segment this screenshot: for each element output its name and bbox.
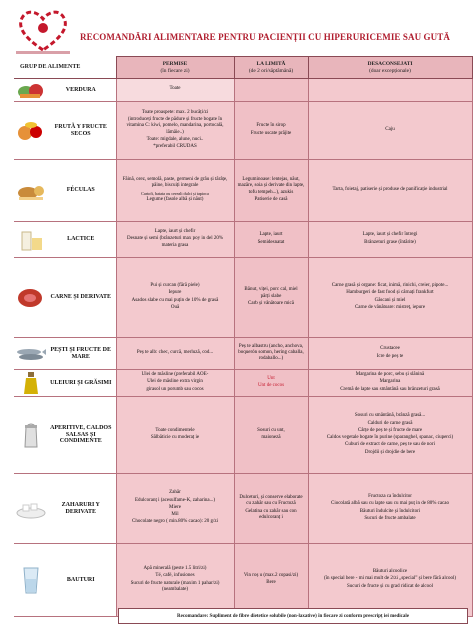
food-table — [14, 56, 473, 617]
limita-cell-line: Sosuri cu unt, — [257, 427, 285, 433]
limita-cell — [234, 397, 308, 474]
permise-cell — [116, 338, 234, 370]
limita-cell — [234, 258, 308, 338]
permise-cell — [116, 370, 234, 397]
permise-cell-line: Edulcoranț i (acesulfame-K, zaharina...) — [134, 497, 216, 503]
desaconsejati-cell-line: Caju — [385, 126, 395, 132]
limita-cell — [234, 370, 308, 397]
permise-cell — [116, 160, 234, 222]
table-row — [14, 338, 472, 370]
permise-cell — [116, 258, 234, 338]
desaconsejati-cell-line: Carne grasă și organe: ficat, inimă, rinichi, creier, pipote... — [331, 283, 449, 288]
limita-cell-line: Semidesnatat — [257, 239, 285, 245]
food-group-cell — [14, 102, 116, 160]
desaconsejati-cell-line: Sucuri de fructe ambalate — [364, 515, 416, 521]
permise-cell-line: *preferabil CRUDAS — [153, 144, 197, 149]
permise-cell-line: Toate: migdale, alune, nuci.. — [146, 136, 204, 142]
desaconsejati-cell-line: Carne de vânătoare: mistreț, iepure — [354, 304, 426, 310]
permise-subtitle: (în fiecare zi) — [160, 67, 190, 74]
limita-cell — [234, 338, 308, 370]
table-row — [14, 258, 472, 338]
salt-shaker-icon — [14, 421, 48, 449]
fruits-icon — [14, 119, 48, 143]
meat-icon — [14, 284, 48, 312]
permise-cell-line: Mil — [171, 512, 179, 518]
limita-cell-line: maioneză — [261, 435, 281, 440]
permise-cell — [116, 222, 234, 258]
desaconsejati-cell-line: Margarina de porc, sebu și slănină — [355, 372, 425, 378]
limita-cell-line: Unt de cocos — [257, 383, 285, 388]
limita-cell — [234, 79, 308, 102]
sugar-icon — [14, 499, 48, 519]
fish-icon — [14, 345, 48, 363]
desaconsejati-cell-line: (în special bere - mi mai mult de 2/zi „special” și bere fără alcool) — [323, 576, 457, 582]
limita-cell-line: Lapte, iaurt — [259, 232, 283, 238]
desaconsejati-cell-line: Fructoza ca îndulcitor — [368, 494, 412, 499]
food-group-name: LACTICE — [67, 236, 95, 243]
vegetables-icon — [14, 80, 48, 100]
table-row — [14, 79, 472, 102]
desaconsejati-cell — [308, 397, 472, 474]
permise-cell-line: Făină, orez, semolă, paste, germeni de grâu și tărâțe, pâine, biscuiți integrale — [122, 177, 228, 189]
desaconsejati-cell-line: Sosuri cu smântână, brânză grasă... — [354, 413, 426, 419]
limita-cell-line: Fructe în sirop — [256, 123, 286, 129]
permise-cell-line: Toate — [169, 86, 181, 92]
desaconsejati-cell-line: Ciocolată albă sau cu lapte sau cu mai puț in de 80% cacao — [330, 501, 449, 507]
desaconsejati-cell-line: Brânzeturi grase (întărite) — [364, 239, 416, 245]
permise-cell-line: Té, café, infusiones — [155, 573, 195, 579]
desaconsejati-header — [308, 57, 472, 79]
desaconsejati-cell-line: Cârțe de peș te și fructe de mare — [357, 427, 423, 433]
desaconsejati-cell — [308, 102, 472, 160]
table-row — [14, 160, 472, 222]
limita-title: LA LIMITĂ — [256, 60, 286, 67]
food-group-cell — [14, 474, 116, 544]
heart-logo-icon — [12, 4, 74, 56]
table-row — [14, 222, 472, 258]
desaconsejati-cell-line: Cremă de lapte sau smântână sau brânzeturi grasă — [340, 386, 440, 392]
food-group-name: ULEIURI ȘI GRĂSIMI — [50, 379, 112, 386]
desaconsejati-title: DESACONSEJATI — [367, 60, 413, 67]
permise-cell — [116, 474, 234, 544]
food-group-name: BAUTURI — [66, 576, 95, 583]
food-group-cell — [14, 397, 116, 474]
permise-cell-line: Lapte, iaurt și chefir — [154, 229, 196, 235]
water-glass-icon — [14, 565, 48, 595]
food-group-cell — [14, 160, 116, 222]
food-group-name: PEȘTI ȘI FRUCTE DE MARE — [50, 346, 111, 360]
food-group-name: VERDURA — [65, 86, 96, 93]
permise-cell-line: Ouă — [170, 304, 180, 310]
food-group-name: APERITIVE, CALDOS SALSAS ȘI CONDIMENTE — [50, 424, 112, 445]
desaconsejati-cell — [308, 222, 472, 258]
desaconsejati-cell-line: Găscani și miel — [374, 297, 406, 303]
permise-cell — [116, 79, 234, 102]
page-title: RECOMANDĂRI ALIMENTARE PENTRU PACIENȚII CU HIPERURICEMIE SAU GUTĂ — [80, 32, 450, 42]
limita-cell-line: Peș te albastru (ancho, anchova, boquerón somon, hering caballa, rodaballo...) — [238, 343, 304, 362]
permise-cell-line: Ulei de măsline (preferabil AOE- — [141, 372, 209, 378]
desaconsejati-cell — [308, 544, 472, 617]
desaconsejati-cell-line: Caldos vegetale bogate în purine (sparanghel, spanac, ciuperci) — [326, 435, 454, 440]
permise-cell-line: Apă minerală (peste 1.5 litri/zi) — [143, 566, 207, 571]
desaconsejati-cell-line: Drojdii și drojdie de bere — [364, 449, 416, 455]
permise-cell-line: Sucuri de fructe naturale (maxim 1 pahar/zi) (neambalate) — [130, 580, 220, 592]
permise-cell-line: Zahăr — [169, 490, 181, 496]
permise-cell — [116, 397, 234, 474]
permise-cell-line: Peș te alb: chec, curcă, merluză, cod... — [136, 349, 214, 355]
permise-cell-line: Chocolate negro ( min.80% cacao): 20 g/zi — [132, 519, 218, 525]
permise-cell-line: Desnate și semi (brânzeturi max poy in del 20% materia grasa — [126, 236, 224, 248]
limita-cell-line: Fructe uscate prăjite — [250, 130, 292, 136]
desaconsejati-cell — [308, 160, 472, 222]
food-group-name: FÉCULAS — [66, 187, 95, 194]
permise-cell-line: Iepure — [168, 290, 182, 296]
limita-cell-line: Bănut, viței, porc cal, miel — [244, 286, 298, 292]
recommendation-box: Recomandare: Supliment de fibre dietetice solubile (non-laxative) în fiecare zi conform prescripț iei medicale — [118, 608, 468, 624]
desaconsejati-cell-line: Tarta, foietaj, patiserie și produse de panificație industrial — [332, 186, 448, 192]
permise-cell — [116, 544, 234, 617]
desaconsejati-cell-line: Margarina — [379, 379, 401, 385]
desaconsejati-cell-line: Icre de peș te — [376, 353, 404, 359]
desaconsejati-cell — [308, 474, 472, 544]
limita-cell — [234, 102, 308, 160]
limita-cell-line: Carb și vânătoare mică — [248, 301, 294, 307]
food-group-cell — [14, 79, 116, 102]
permise-cell-line: Cartofi, batata ou cereali dulci și tapioca — [141, 190, 209, 196]
table-row — [14, 370, 472, 397]
permise-cell-line: (introduceți fructe de pădure și fructe bogate în vitamina C: kiwi, pomelo, mandarina, portocală, lămâie..) — [126, 117, 224, 135]
permise-cell-line: Ulei de măsline extra virgin — [147, 379, 203, 385]
permise-cell-line: Legume (fasole albă și năut) — [146, 196, 204, 202]
table-row — [14, 102, 472, 160]
table-row — [14, 544, 472, 617]
permise-cell-line: Toate condimentele — [155, 427, 195, 433]
desaconsejati-cell — [308, 258, 472, 338]
permise-cell — [116, 102, 234, 160]
desaconsejati-cell — [308, 79, 472, 102]
group-header: GRUP DE ALIMENTE — [14, 57, 116, 79]
oil-bottle-icon — [14, 370, 48, 396]
desaconsejati-cell-line: Crustacee — [380, 346, 400, 352]
permise-cell-line: girasol un porumb sau cocos — [146, 386, 204, 392]
limita-cell — [234, 544, 308, 617]
limita-cell — [234, 474, 308, 544]
desaconsejati-cell-line: Sucuri de fructe și cu grad ridicat de alcool — [346, 583, 434, 589]
permise-cell-line: Pui și curcan (fără piele) — [150, 283, 200, 288]
permise-cell-line: Toate proaspete: max. 2 bucăți/zi — [141, 109, 209, 115]
table-row — [14, 397, 472, 474]
food-group-cell — [14, 338, 116, 370]
limita-cell-line: Leguminoase: lentejas, năut, mazăre, soia și derivate din lapte, tofu tempeh...), azukis — [237, 177, 305, 195]
table-row — [14, 474, 472, 544]
food-group-cell — [14, 370, 116, 397]
food-group-cell — [14, 544, 116, 617]
limita-subtitle: (de 2 ori/săptămână) — [248, 67, 294, 74]
limita-cell-line: Unt — [267, 375, 275, 381]
desaconsejati-subtitle: (doar excepționale) — [369, 67, 411, 74]
food-group-cell — [14, 258, 116, 338]
limita-cell-line: Bere — [266, 580, 276, 585]
limita-cell-line: Patiserie de casă — [254, 196, 288, 202]
permise-cell-line: Miere — [169, 504, 181, 510]
food-group-name: ZAHARURI Y DERIVATE — [61, 501, 100, 515]
permise-cell-line: Asados slabe cu mai puțin de 10% de grasă — [131, 297, 219, 303]
limita-cell-line: Dulceturi, și conserve elaborate cu zahăr sau cu Fructoză — [239, 495, 303, 507]
desaconsejati-cell-line: Băuturi alcoolice — [372, 569, 408, 575]
desaconsejati-cell — [308, 370, 472, 397]
food-group-name: FRUTĂ Y FRUCTE SECOS — [54, 123, 107, 137]
food-group-name: CARNE ȘI DERIVATE — [50, 294, 111, 301]
limita-cell-line: părți slabe — [260, 293, 282, 299]
permise-cell-line: Sălbăticie cu moderaț ie — [150, 435, 200, 440]
limita-cell-line: Vin roș u (max.2 copasi/zi) — [243, 572, 299, 578]
permise-title: PERMISE — [162, 60, 188, 67]
desaconsejati-cell-line: Lapte, iaurt și chefir întregi — [362, 232, 418, 238]
desaconsejati-cell-line: Hamburgeri de fast food și cârnați frankfurt — [346, 290, 434, 296]
permise-header — [116, 57, 234, 79]
limita-cell-line: Gelatina cu zahăr sau con edulcoranț i — [245, 508, 297, 520]
desaconsejati-cell — [308, 338, 472, 370]
limita-cell — [234, 160, 308, 222]
milk-icon — [14, 228, 48, 252]
desaconsejati-cell-line: Băuturi îndulcite și îndulcitori — [359, 508, 421, 514]
food-group-cell — [14, 222, 116, 258]
desaconsejati-cell-line: Calduri de carne grasă — [367, 420, 413, 426]
limita-header — [234, 57, 308, 79]
limita-cell — [234, 222, 308, 258]
bread-icon — [14, 180, 48, 202]
desaconsejati-cell-line: Cuburi de extract de carne, peș te sau de nori — [345, 442, 435, 448]
